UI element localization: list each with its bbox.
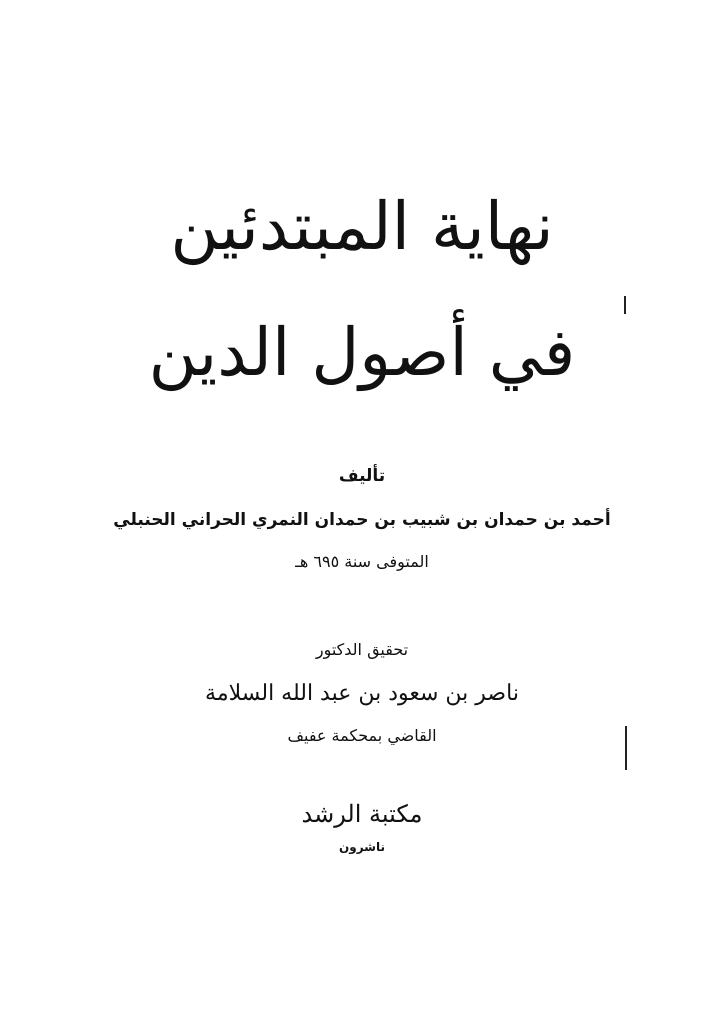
book-title-line-2: في أصول الدين (148, 314, 576, 391)
margin-scan-mark (624, 296, 626, 314)
author-death-date: المتوفى سنة ٦٩٥ هـ (295, 552, 429, 571)
author-name: أحمد بن حمدان بن شبيب بن حمدان النمري الحراني الحنبلي (113, 510, 611, 530)
author-label: تأليف (338, 466, 386, 486)
editor-role: القاضي بمحكمة عفيف (287, 726, 437, 745)
margin-scan-mark (625, 726, 627, 770)
publisher-logo: مكتبة الرشد (301, 800, 423, 828)
editor-label: تحقيق الدكتور (315, 640, 409, 659)
book-title-line-1: نهاية المبتدئين (170, 188, 554, 265)
editor-name: ناصر بن سعود بن عبد الله السلامة (205, 681, 519, 706)
publisher-subtitle: ناشرون (339, 840, 385, 854)
